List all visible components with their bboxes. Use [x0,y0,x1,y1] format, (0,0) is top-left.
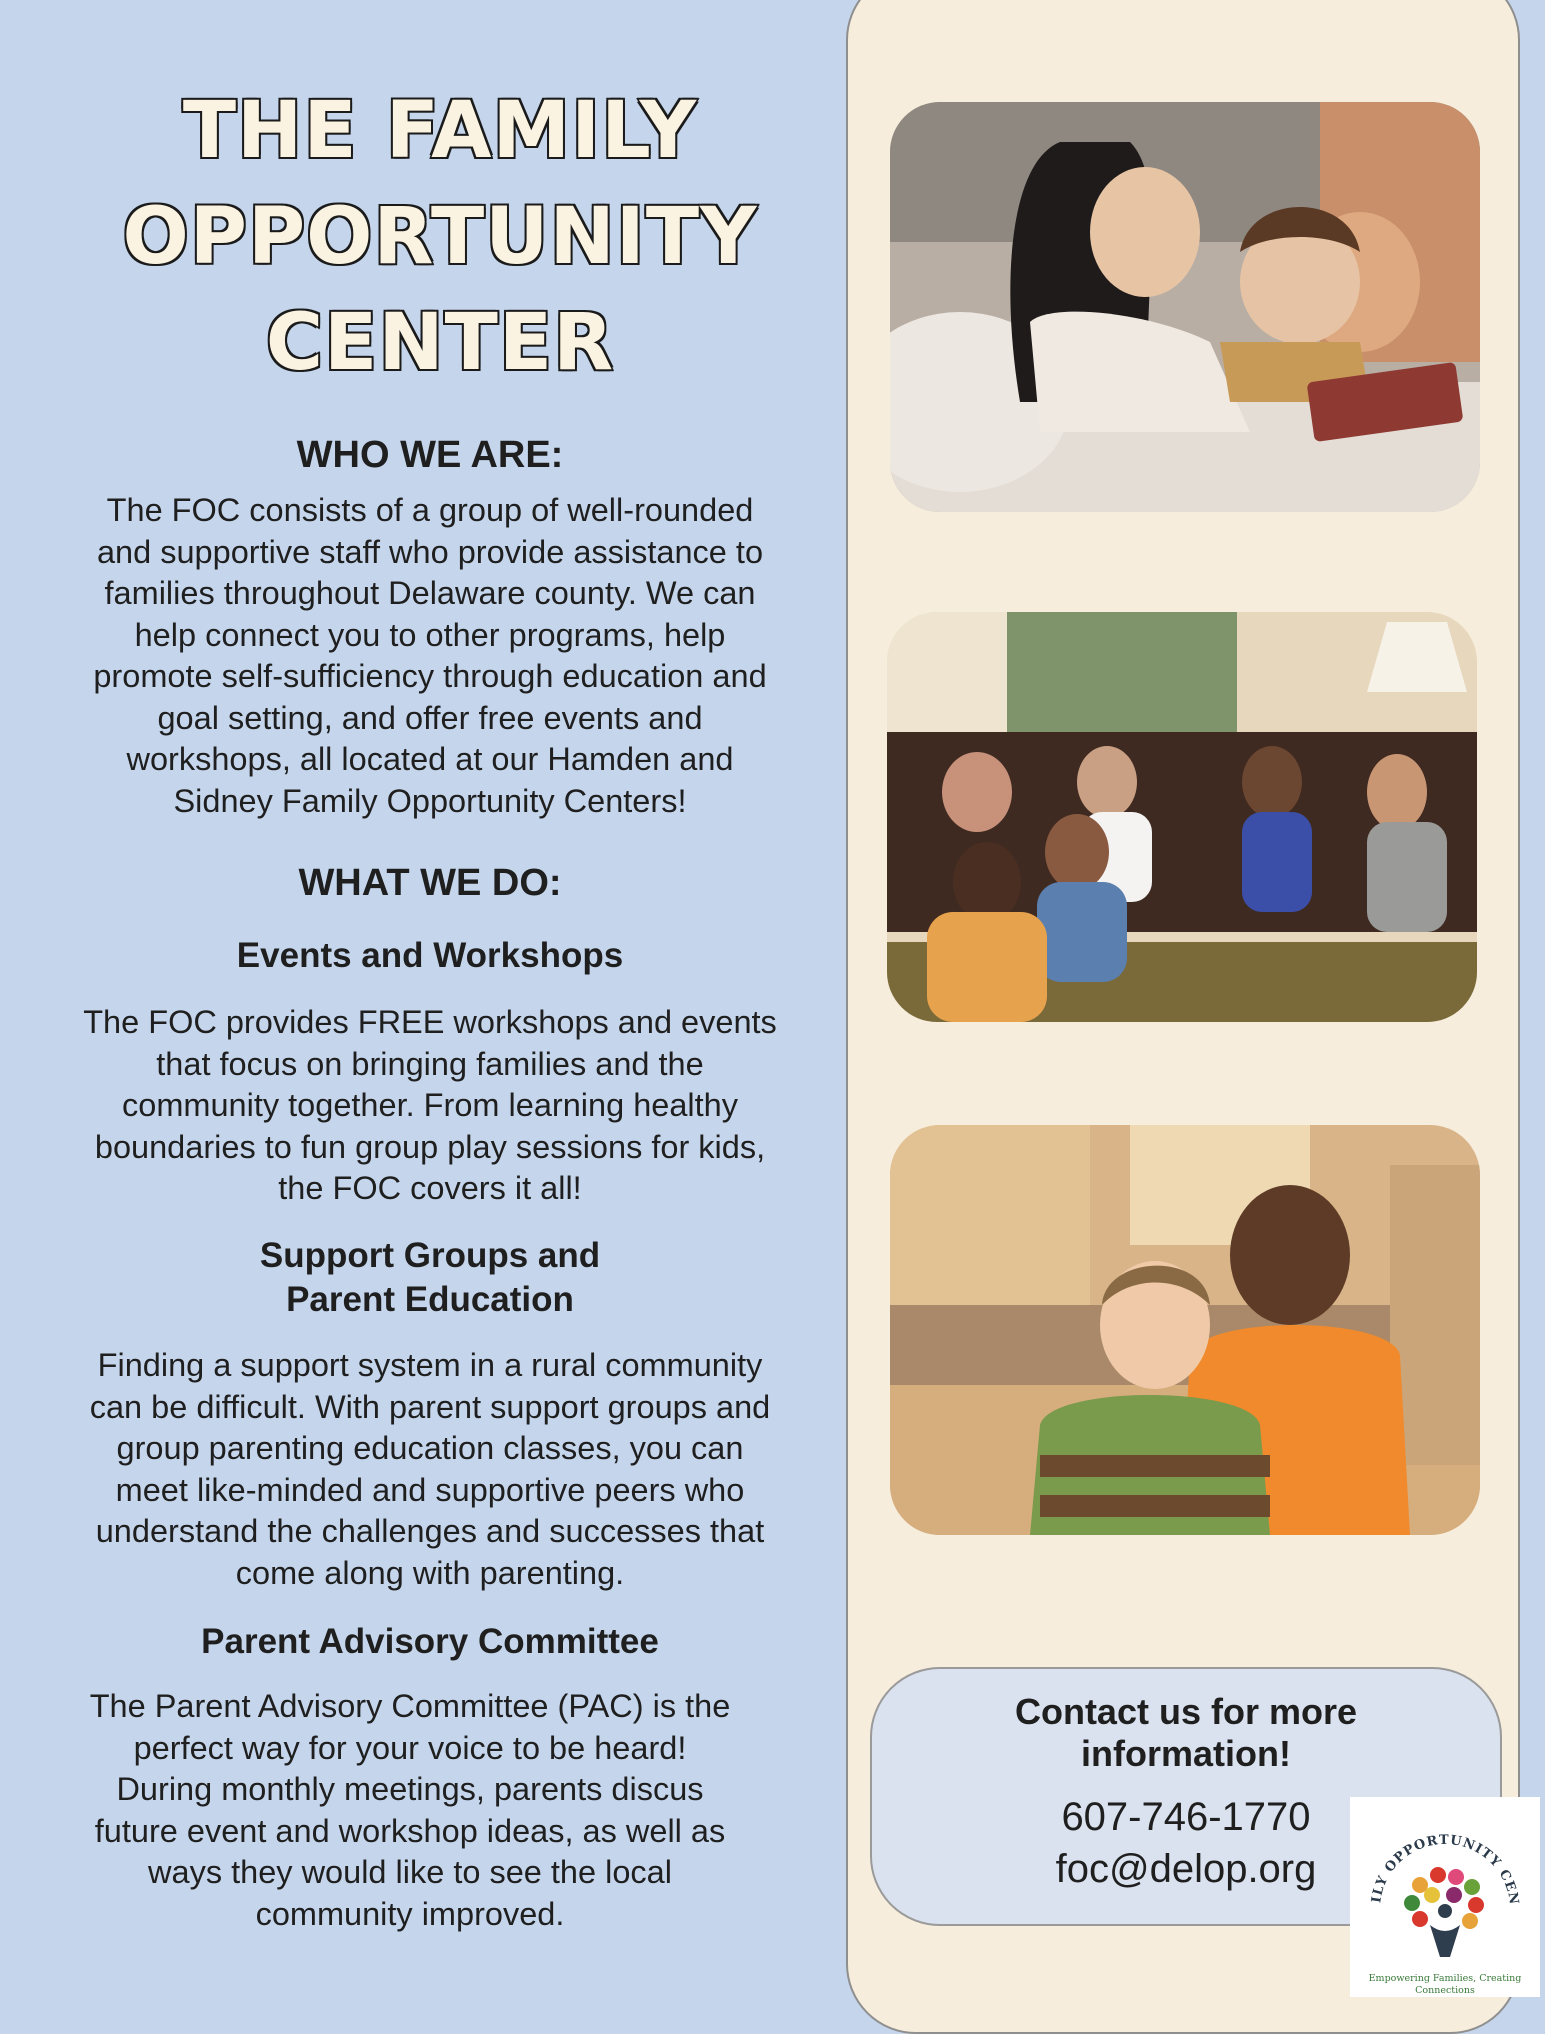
text-line: During monthly meetings, parents discus [116,1771,704,1807]
text-line: ways they would like to see the local [148,1854,672,1890]
email-address[interactable]: foc@delop.org [1055,1847,1317,1891]
title-line-2: OPPORTUNITY [122,192,758,282]
phone-number[interactable]: 607-746-1770 [1061,1795,1311,1839]
text-line: community together. From learning healthy [122,1087,738,1123]
text-line: Sidney Family Opportunity Centers! [173,782,687,819]
text-line: community improved. [255,1895,565,1932]
text-line: can be difficult. With parent support groups and [89,1388,771,1425]
text-line: and supportive staff who provide assistance to [96,533,764,570]
contact-heading [872,1691,1500,1775]
logo-graphic [1350,1797,1540,1997]
text-line: perfect way for your voice to be heard! [133,1729,687,1766]
who-we-are-text [40,490,820,822]
text-line: meet like-minded and supportive peers who [115,1471,745,1508]
events-text [40,1002,820,1210]
who-we-are-section [40,432,820,822]
support-text [40,1345,820,1594]
text-line: come along with parenting. [235,1554,625,1591]
contact-heading-line-2: information! [1081,1733,1291,1774]
foc-logo [1350,1797,1540,1997]
text-line: understand the challenges and successes that [95,1513,765,1549]
svg-text:FAMILY OPPORTUNITY CENTER: ILY OPPORTUNITY CEN [1369,1832,1522,1907]
two-boys-photo [890,1125,1480,1535]
girl-reading-photo [890,102,1480,512]
logo-tagline-1: Empowering Families, Creating [1368,1973,1522,1984]
support-heading-line-1: Support Groups and [259,1236,601,1275]
pac-heading: Parent Advisory Committee [201,1622,659,1661]
support-heading-line-2: Parent Education [286,1280,574,1319]
who-we-are-heading: WHO WE ARE: [296,434,564,476]
pac-text [20,1686,800,1935]
events-heading: Events and Workshops [236,936,624,975]
text-line: The FOC provides FREE workshops and events [83,1004,777,1040]
what-we-do-heading: WHAT WE DO: [298,862,562,904]
text-line: The Parent Advisory Committee (PAC) is the [89,1688,731,1724]
text-line: boundaries to fun group play sessions for kids, [94,1128,766,1165]
text-line: goal setting, and offer free events and [157,699,703,736]
text-line: families throughout Delaware county. We can [104,575,756,611]
text-line: that focus on bringing families and the [156,1045,704,1082]
page-title [60,78,820,396]
support-heading [40,1234,820,1322]
heart-tree-icon [1404,1867,1484,1957]
text-line: group parenting education classes, you can [116,1430,744,1466]
text-line: help connect you to other programs, help [134,616,726,653]
text-line: The FOC consists of a group of well-rounded [106,492,754,528]
contact-heading-line-1: Contact us for more [1014,1691,1358,1732]
text-line: Finding a support system in a rural community [97,1347,763,1383]
text-line: the FOC covers it all! [278,1170,582,1206]
logo-tagline-2: Connections [1415,1985,1475,1996]
title-line-3: CENTER [265,298,615,388]
text-line: workshops, all located at our Hamden and [126,741,734,777]
title-line-1: THE FAMILY [182,86,698,176]
group-meeting-photo [887,612,1477,1022]
text-line: future event and workshop ideas, as well as [94,1812,726,1849]
text-line: promote self-sufficiency through education and [93,658,767,694]
